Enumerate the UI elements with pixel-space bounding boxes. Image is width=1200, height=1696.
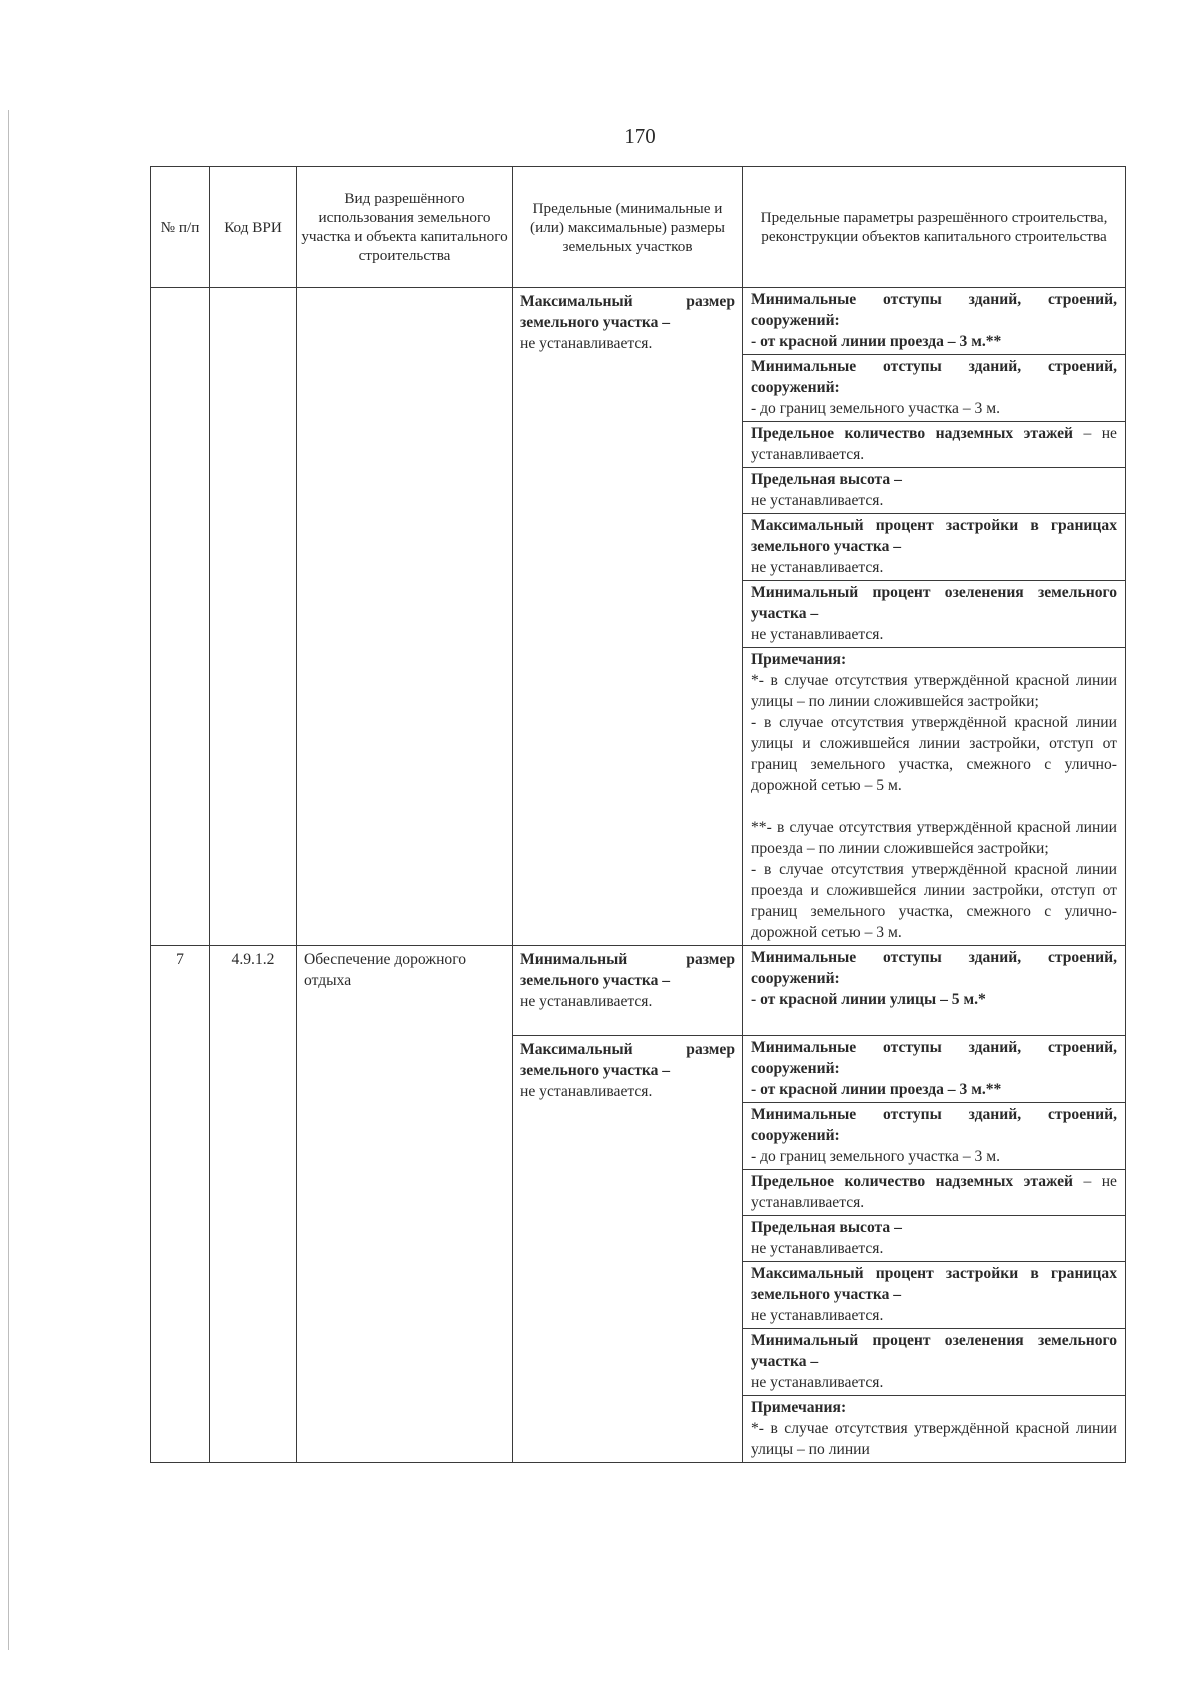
- max-size-block: [520, 1039, 735, 1102]
- notes-title: Примечания:: [751, 1399, 847, 1416]
- cell-code: [210, 288, 297, 946]
- header-code: Код ВРИ: [210, 167, 297, 288]
- header-use: Вид разрешённого использования земельного участка и объекта капитального строительства: [297, 167, 513, 288]
- table-header-row: [151, 167, 1126, 288]
- cell-sizes: [513, 288, 743, 946]
- param-setback-boundary: Минимальные отступы зданий, строений, сооружений: - до границ земельного участка – 3 м.: [743, 355, 1125, 422]
- cell-sizes: [513, 946, 743, 1036]
- header-params: Предельные параметры разрешённого строительства, реконструкции объектов капитального строительства: [743, 167, 1126, 288]
- cell-params: [743, 946, 1126, 1036]
- cell-params: [743, 288, 1126, 946]
- max-size-title: Максимальный размер земельного участка –: [520, 1041, 735, 1079]
- cell-use: Обеспечение дорожного отдыха: [297, 946, 513, 1463]
- cell-code: 4.9.1.2: [210, 946, 297, 1463]
- table-row: [151, 288, 1126, 946]
- param-setback-driveway: Минимальные отступы зданий, строений, сооружений: - от красной линии проезда – 3 м.**: [743, 288, 1125, 355]
- header-sizes: Предельные (минимальные и (или) максимальные) размеры земельных участков: [513, 167, 743, 288]
- param-setback-driveway: Минимальные отступы зданий, строений, сооружений: - от красной линии проезда – 3 м.**: [743, 1036, 1125, 1103]
- max-size-block: [520, 291, 735, 354]
- param-floors: Предельное количество надземных этажей – не устанавливается.: [743, 422, 1125, 468]
- param-notes: [743, 648, 1125, 945]
- regulation-table: [150, 166, 1126, 1463]
- regulation-table-container: [150, 166, 1125, 1463]
- param-floors: Предельное количество надземных этажей – не устанавливается.: [743, 1170, 1125, 1216]
- param-setback-boundary: Минимальные отступы зданий, строений, сооружений: - до границ земельного участка – 3 м.: [743, 1103, 1125, 1170]
- param-setback-street: Минимальные отступы зданий, строений, сооружений: - от красной линии улицы – 5 м.*: [751, 949, 1117, 1008]
- max-size-value: не устанавливается.: [520, 335, 653, 352]
- param-min-greenery: Минимальный процент озеленения земельного участка – не устанавливается.: [743, 1329, 1125, 1396]
- max-size-title: Максимальный размер земельного участка –: [520, 293, 735, 331]
- header-num: № п/п: [151, 167, 210, 288]
- notes-title: Примечания:: [751, 651, 847, 668]
- cell-use: [297, 288, 513, 946]
- page-number: 170: [624, 124, 656, 148]
- param-max-coverage: Максимальный процент застройки в границах земельного участка – не устанавливается.: [743, 514, 1125, 581]
- note-item: - в случае отсутствия утверждённой красной линии проезда и сложившейся линии застройки, отступ от границ земельного участка, смежного с улично-дорожной сетью – 3 м.: [751, 861, 1117, 941]
- cell-num: 7: [151, 946, 210, 1463]
- note-item: *- в случае отсутствия утверждённой красной линии улицы – по линии сложившейся застройки;: [751, 672, 1117, 710]
- param-height: Предельная высота – не устанавливается.: [743, 468, 1125, 514]
- param-max-coverage: Максимальный процент застройки в границах земельного участка – не устанавливается.: [743, 1262, 1125, 1329]
- table-row: [151, 946, 1126, 1036]
- cell-params: [743, 1036, 1126, 1463]
- param-min-greenery: Минимальный процент озеленения земельного участка – не устанавливается.: [743, 581, 1125, 648]
- note-item: **- в случае отсутствия утверждённой красной линии проезда – по линии сложившейся застройки;: [751, 819, 1117, 857]
- max-size-value: не устанавливается.: [520, 1083, 653, 1100]
- scan-edge-line: [8, 110, 9, 1650]
- cell-num: [151, 288, 210, 946]
- param-notes: [743, 1396, 1125, 1462]
- cell-sizes: [513, 1036, 743, 1463]
- min-size-value: не устанавливается.: [520, 993, 653, 1010]
- param-height: Предельная высота – не устанавливается.: [743, 1216, 1125, 1262]
- min-size-title: Минимальный размер земельного участка –: [520, 951, 735, 989]
- note-item: - в случае отсутствия утверждённой красной линии улицы и сложившейся линии застройки, отступ от границ земельного участка, смежного с улично-дорожной сетью – 5 м.: [751, 714, 1117, 794]
- note-item: *- в случае отсутствия утверждённой красной линии улицы – по линии: [751, 1420, 1117, 1458]
- min-size-block: [520, 949, 735, 1012]
